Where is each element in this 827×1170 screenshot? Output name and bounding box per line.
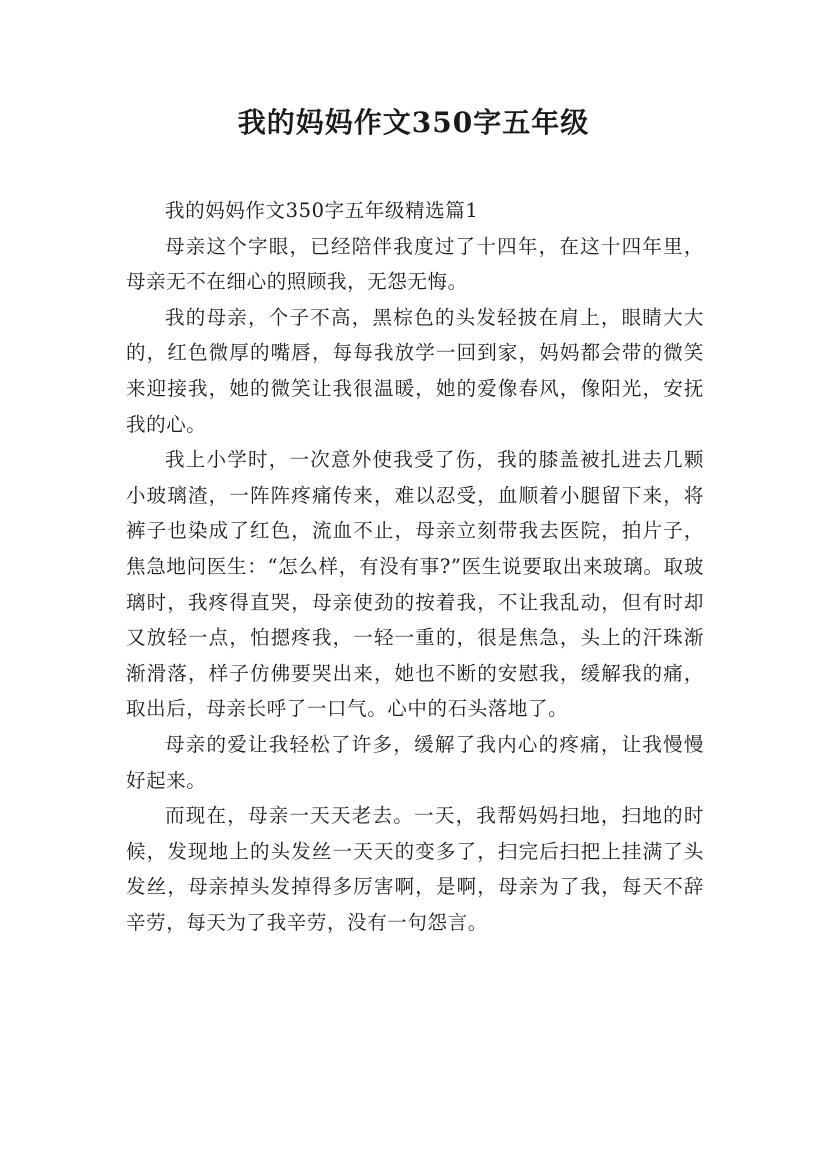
paragraph: 母亲这个字眼，已经陪伴我度过了十四年，在这十四年里，母亲无不在细心的照顾我，无怨无悔。	[126, 234, 704, 294]
paragraph: 母亲的爱让我轻松了许多，缓解了我内心的疼痛，让我慢慢好起来。	[126, 732, 704, 792]
paragraph: 我上小学时，一次意外使我受了伤，我的膝盖被扎进去几颗小玻璃渣，一阵阵疼痛传来，难以忍受，血顺着小腿留下来，将裤子也染成了红色，流血不止，母亲立刻带我去医院，拍片子，焦急地问医生：“怎么样，有没有事?”医生说要取出来玻璃。取玻璃时，我疼得直哭，母亲使劲的按着我，不让我乱动，但有时却又放轻一点，怕摁疼我，一轻一重的，很是焦急，头上的汗珠渐渐滑落，样子仿佛要哭出来，她也不断的安慰我，缓解我的痛，取出后，母亲长呼了一口气。心中的石头落地了。	[126, 448, 704, 721]
paragraph: 而现在，母亲一天天老去。一天，我帮妈妈扫地，扫地的时候，发现地上的头发丝一天天的变多了，扫完后扫把上挂满了头发丝，母亲掉头发掉得多厉害啊，是啊，母亲为了我，每天不辞辛劳，每天为了我辛劳，没有一句怨言。	[126, 804, 704, 934]
paragraph: 我的母亲，个子不高，黑棕色的头发轻披在肩上，眼睛大大的，红色微厚的嘴唇，每每我放学一回到家，妈妈都会带的微笑来迎接我，她的微笑让我很温暖，她的爱像春风，像阳光，安抚我的心。	[126, 305, 704, 436]
essay-heading: 我的妈妈作文350字五年级精选篇1	[165, 199, 479, 222]
document-body	[126, 193, 704, 940]
document-title: 我的妈妈作文350字五年级	[237, 106, 590, 139]
